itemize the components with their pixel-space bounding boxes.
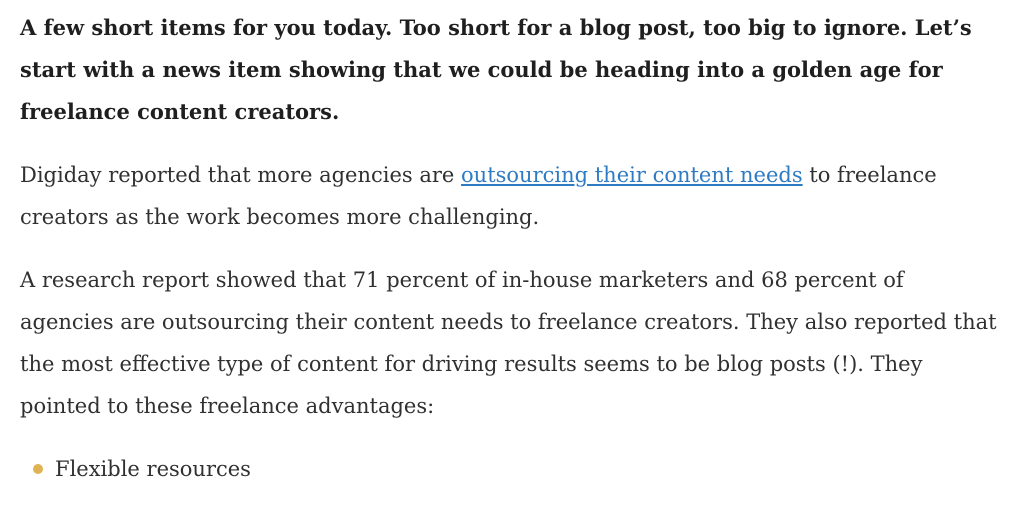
list-item-label: Flexible resources [55, 457, 251, 481]
digiday-text-before-link: Digiday reported that more agencies are [20, 163, 462, 187]
digiday-paragraph [20, 154, 1002, 238]
research-paragraph: A research report showed that 71 percent of in-house marketers and 68 percent of agencies are outsourcing their content needs to freelance creators. They also reported that the most effective type of content for driving results seems to be blog posts (!). They pointed to these freelance advantages: [20, 268, 997, 418]
outsourcing-link[interactable]: outsourcing their content needs [461, 163, 803, 187]
digiday-text-after-link: to freelance creators as the work becomes more challenging. [20, 163, 937, 229]
advantages-list [20, 448, 1002, 490]
intro-paragraph: A few short items for you today. Too short for a blog post, too big to ignore. Let’s start with a news item showing that we could be heading into a golden age for freelance content creators. [20, 15, 972, 124]
bullet-icon [33, 464, 43, 474]
list-item [33, 448, 1002, 490]
